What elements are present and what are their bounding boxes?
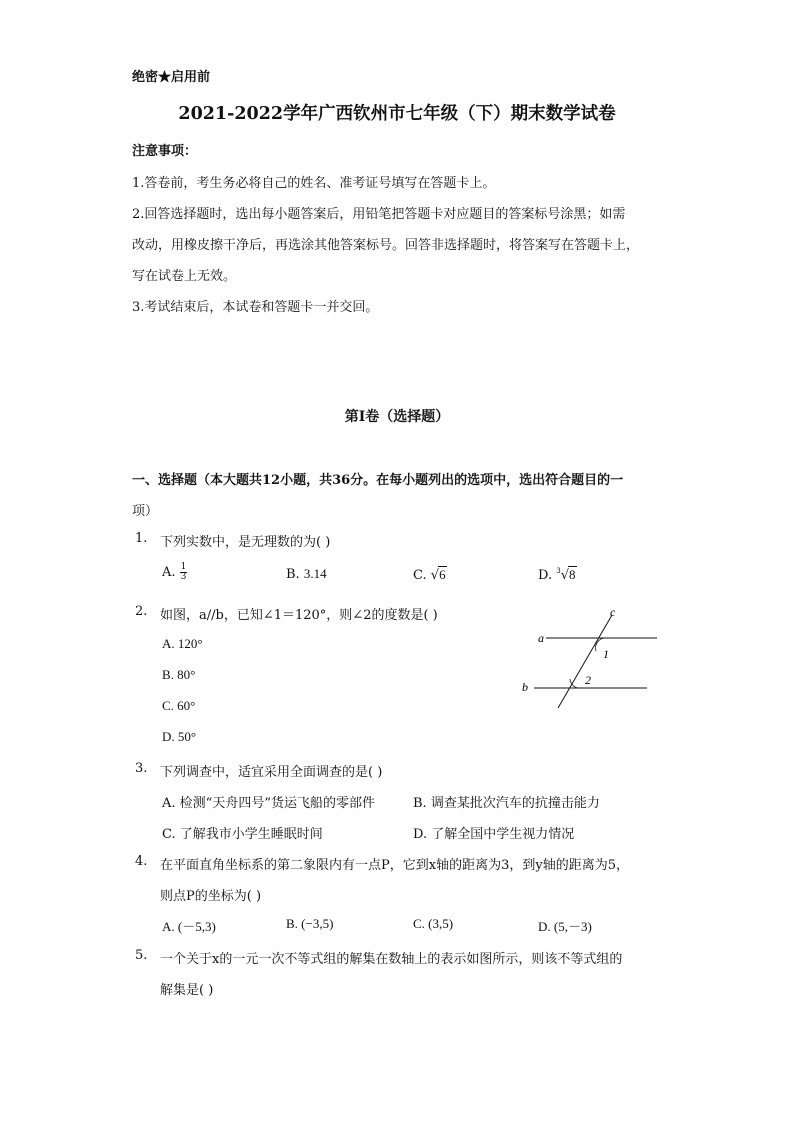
option-letter: A. (162, 636, 175, 651)
option-a (162, 563, 187, 582)
question-number: 1. (135, 531, 148, 546)
part-heading-line2: 项） (132, 504, 159, 519)
sqrt-sign: √ (430, 568, 440, 583)
option-letter: A. (162, 565, 176, 580)
question-stem: 下列实数中，是无理数的为( ) (160, 535, 331, 550)
radicand: 6 (439, 567, 446, 582)
option-b (162, 667, 195, 683)
question-stem: 如图，a//b，已知∠1＝120°，则∠2的度数是( ) (160, 608, 438, 623)
option-d (162, 729, 196, 745)
option-letter: D. (538, 568, 553, 583)
option-text: 了解我市小学生睡眠时间 (179, 827, 323, 842)
option-letter: C. (413, 916, 425, 931)
question-number: 4. (135, 854, 148, 869)
question-stem-line1: 在平面直角坐标系的第二象限内有一点P，它到x轴的距离为3，到y轴的距离为5， (160, 858, 629, 873)
option-text: 60° (177, 698, 196, 713)
line-c (558, 615, 612, 708)
radicand: 8 (569, 567, 576, 582)
option-d (538, 916, 592, 935)
question-number: 2. (135, 604, 148, 619)
fraction-numerator: 1 (180, 562, 187, 572)
option-a (162, 792, 375, 811)
option-text: (3,5) (428, 916, 454, 931)
question-stem: 下列调查中，适宜采用全面调查的是( ) (160, 765, 383, 780)
option-text: 检测“天舟四号”货运飞船的零部件 (179, 796, 375, 811)
part-heading-text: 一、选择题（本大题共12小题，共36分。在每小题列出的选项中，选出符合题目的一 (132, 473, 624, 488)
option-d (413, 823, 574, 842)
fraction-denominator: 3 (180, 572, 187, 582)
option-text: 3.14 (303, 566, 327, 581)
option-text: 120° (177, 636, 203, 651)
option-letter: B. (286, 567, 300, 582)
option-letter: B. (413, 796, 427, 811)
option-text: 调查某批次汽车的抗撞击能力 (430, 796, 600, 811)
option-letter: B. (286, 916, 298, 931)
option-text: (−3,5) (301, 916, 334, 931)
fraction (180, 563, 188, 582)
option-b (286, 916, 333, 932)
notes-item-2-line2: 改动，用橡皮擦干净后，再选涂其他答案标号。回答非选择题时，将答案写在答题卡上， (132, 238, 640, 253)
angle-2-label: 2 (585, 673, 591, 687)
root-index: 3 (556, 567, 561, 575)
question-stem-line2: 解集是( ) (160, 983, 214, 998)
option-text: 80° (177, 667, 196, 682)
secret-label: 绝密★启用前 (132, 70, 211, 85)
question-number: 3. (135, 761, 148, 776)
option-letter: D. (413, 827, 428, 842)
option-letter: C. (162, 827, 176, 842)
option-letter: A. (162, 796, 176, 811)
notes-item-2-line3: 写在试卷上无效。 (132, 269, 237, 284)
option-b (286, 566, 327, 582)
option-d (538, 566, 577, 583)
sqrt-sign: √ (560, 568, 569, 583)
option-text: 50° (177, 729, 197, 744)
option-b (413, 792, 600, 811)
option-c (413, 566, 447, 583)
option-text: (－5,3) (177, 919, 216, 934)
notes-item-2-line1: 2.回答选择题时，选出每小题答案后，用铅笔把答题卡对应题目的答案标号涂黑；如需 (132, 207, 626, 222)
option-c (162, 698, 195, 714)
part-heading-line1 (132, 469, 623, 488)
option-text: 了解全国中学生视力情况 (431, 827, 575, 842)
option-text: (5,－3) (553, 919, 592, 934)
option-letter: C. (162, 698, 174, 713)
question-number: 5. (135, 948, 148, 963)
option-letter: D. (162, 729, 175, 744)
question-stem-line2: 则点P的坐标为( ) (160, 889, 262, 904)
parallel-lines-figure (510, 600, 670, 715)
option-a (162, 916, 216, 935)
option-a (162, 636, 203, 652)
option-c (413, 916, 453, 932)
question-stem-line1: 一个关于x的一元一次不等式组的解集在数轴上的表示如图所示，则该不等式组的 (160, 952, 623, 967)
option-letter: D. (538, 919, 551, 934)
option-letter: C. (413, 568, 427, 583)
label-c: c (610, 605, 616, 619)
angle-1-label: 1 (603, 647, 609, 661)
option-letter: A. (162, 919, 175, 934)
label-b: b (522, 680, 528, 694)
notes-item-1: 1.答卷前，考生务必将自己的姓名、准考证号填写在答题卡上。 (132, 176, 496, 191)
page-title: 2021-2022学年广西钦州市七年级（下）期末数学试卷 (178, 104, 616, 124)
label-a: a (538, 631, 544, 645)
option-c (162, 823, 323, 842)
section-title: 第Ⅰ卷（选择题） (344, 409, 450, 425)
notes-item-3: 3.考试结束后，本试卷和答题卡一并交回。 (132, 300, 379, 315)
notes-heading: 注意事项： (132, 144, 198, 159)
option-letter: B. (162, 667, 174, 682)
